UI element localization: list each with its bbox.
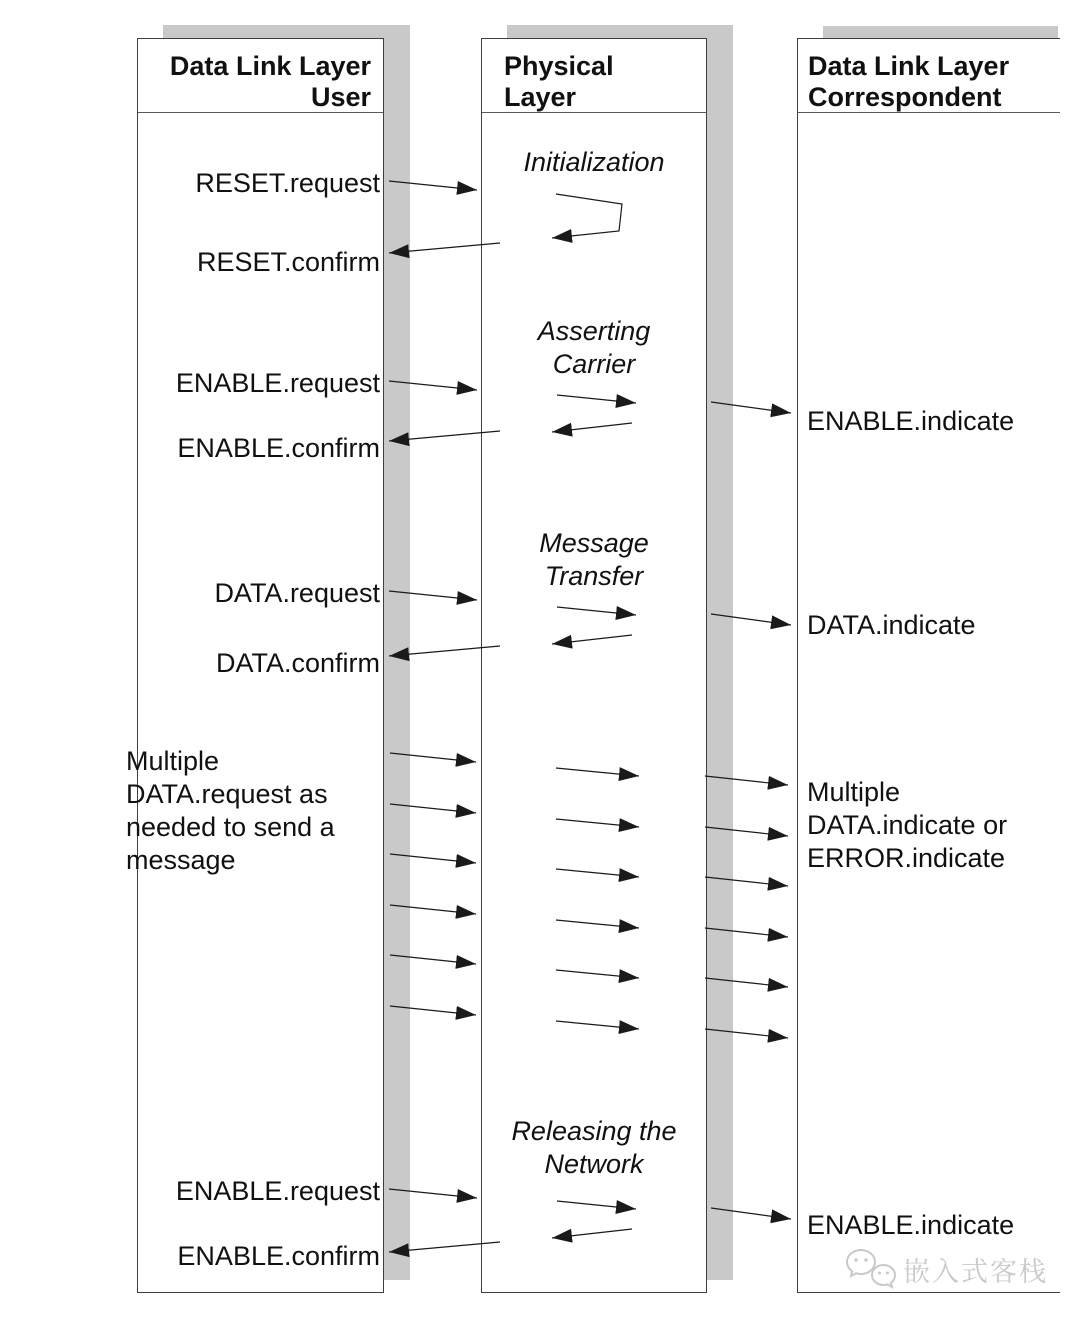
phase-asserting-line2: Carrier [552, 349, 636, 379]
arrow-multi-request-3 [390, 854, 476, 863]
arrow-multi-transit-1 [556, 768, 639, 776]
label-enable-indicate-2: ENABLE.indicate [807, 1210, 1015, 1240]
arrow-multi-request-6 [390, 1006, 476, 1015]
correspondent-title-line1: Data Link Layer [808, 51, 1010, 81]
physical-title-line1: Physical [504, 51, 614, 81]
arrow-multi-indicate-2 [705, 827, 788, 836]
label-reset-confirm: RESET.confirm [196, 247, 380, 277]
arrow-multi-transit-4 [556, 920, 639, 928]
label-enable-indicate-1: ENABLE.indicate [807, 406, 1015, 436]
arrow-data-indicate [711, 614, 791, 625]
correspondent-title-line2: Correspondent [808, 82, 1002, 112]
arrow-transfer-out [557, 607, 636, 615]
arrow-multi-indicate-3 [705, 877, 788, 886]
arrow-multi-indicate-4 [705, 928, 788, 937]
arrow-release-back [552, 1229, 632, 1238]
arrow-enable-request-2 [389, 1189, 477, 1198]
label-enable-request-2: ENABLE.request [175, 1176, 380, 1206]
label-data-request: DATA.request [214, 578, 380, 608]
arrow-reset-request [389, 181, 477, 190]
user-title-line2: User [310, 82, 371, 112]
arrow-enable-confirm-1 [389, 431, 500, 441]
label-multiple-indicate-line2: DATA.indicate or [807, 810, 1008, 840]
label-multiple-request-line3: needed to send a [126, 812, 335, 842]
label-data-confirm: DATA.confirm [215, 648, 380, 678]
watermark-text: 嵌入式客栈 [903, 1256, 1048, 1287]
user-title-line1: Data Link Layer [169, 51, 371, 81]
arrow-assert-carrier-back [552, 423, 632, 432]
arrow-initialization-loop [552, 194, 622, 238]
label-data-indicate: DATA.indicate [807, 610, 976, 640]
arrow-enable-request-1 [389, 381, 477, 390]
arrow-multi-transit-3 [556, 869, 639, 877]
arrow-enable-indicate-2 [711, 1208, 791, 1219]
arrow-multi-transit-5 [556, 970, 639, 978]
arrow-multi-indicate-1 [705, 776, 788, 785]
arrow-assert-carrier-out [557, 395, 636, 403]
arrow-data-request [389, 591, 477, 600]
arrow-multi-indicate-6 [705, 1029, 788, 1038]
watermark [845, 1248, 1048, 1290]
label-reset-request: RESET.request [195, 168, 380, 198]
label-enable-confirm-1: ENABLE.confirm [177, 433, 380, 463]
wechat-logo-icon [845, 1248, 897, 1290]
label-enable-request-1: ENABLE.request [175, 368, 380, 398]
arrow-data-confirm [389, 646, 500, 656]
arrow-multi-transit-2 [556, 819, 639, 827]
phase-asserting-line1: Asserting [537, 316, 651, 346]
arrow-multi-transit-6 [556, 1021, 639, 1029]
phase-transfer-line2: Transfer [544, 561, 644, 591]
arrow-enable-confirm-2 [389, 1242, 500, 1252]
arrow-transfer-back [552, 635, 632, 644]
label-multiple-request-line1: Multiple [126, 746, 220, 776]
label-multiple-request-line4: message [126, 845, 236, 875]
arrow-multi-request-1 [390, 753, 476, 762]
label-multiple-indicate-line3: ERROR.indicate [807, 843, 1006, 873]
arrow-enable-indicate-1 [711, 402, 791, 413]
physical-title-line2: Layer [504, 82, 577, 112]
arrow-release-out [557, 1201, 636, 1209]
phase-releasing-line1: Releasing the [511, 1116, 677, 1146]
label-multiple-request-line2: DATA.request as [126, 779, 328, 809]
phase-initialization-line1: Initialization [523, 147, 665, 177]
label-enable-confirm-2: ENABLE.confirm [177, 1241, 380, 1271]
arrow-multi-request-5 [390, 955, 476, 964]
arrow-multi-request-2 [390, 804, 476, 813]
arrow-multi-request-4 [390, 905, 476, 914]
label-multiple-indicate-line1: Multiple [807, 777, 901, 807]
phase-transfer-line1: Message [539, 528, 649, 558]
arrow-reset-confirm [389, 243, 500, 253]
phase-releasing-line2: Network [544, 1149, 644, 1179]
arrow-multi-indicate-5 [705, 978, 788, 987]
